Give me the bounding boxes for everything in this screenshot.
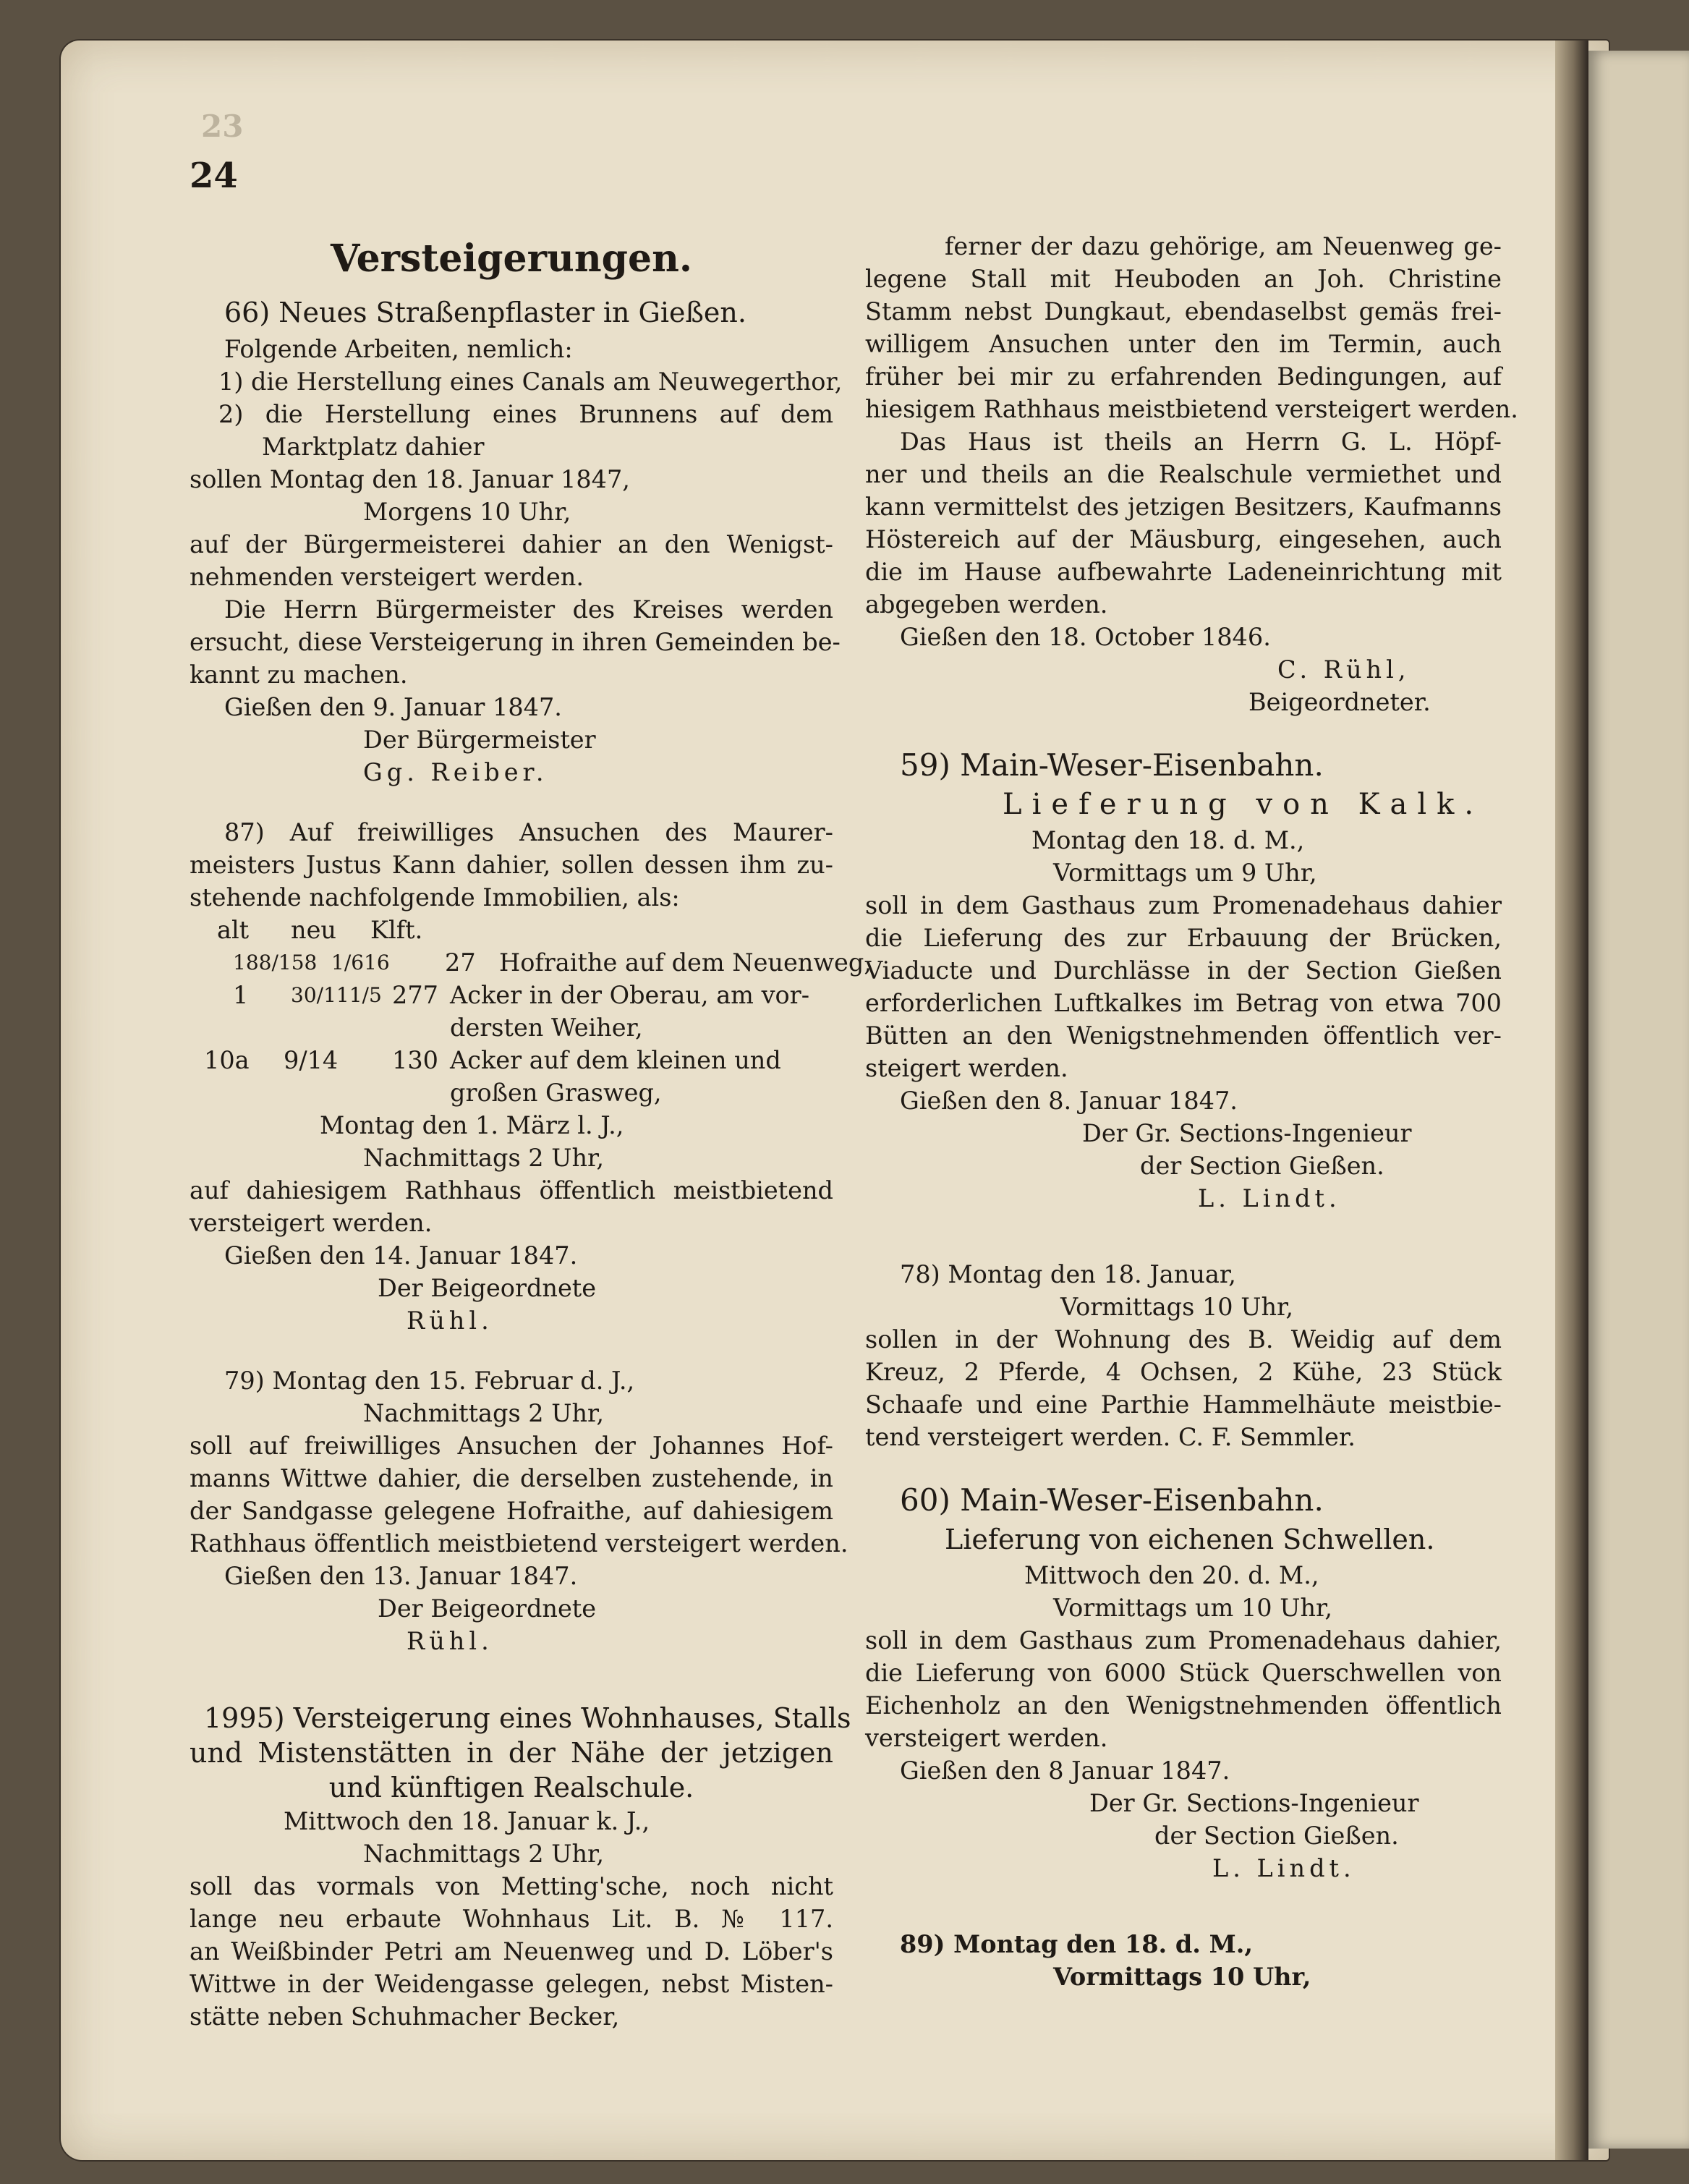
text-line: Wittwe in der Weidengasse gelegen, nebst Misten- [190, 1970, 833, 1998]
text-line: Morgens 10 Uhr, [363, 498, 571, 526]
text-line: Bütten an den Wenigstnehmenden öffentlich ver- [865, 1021, 1502, 1050]
text-line: die im Hause aufbewahrte Ladeneinrichtung mit [865, 558, 1502, 586]
cell-neu: 30/111/5 [291, 983, 382, 1007]
notice-78 [865, 1258, 1502, 1453]
date-line: Gießen den 8. Januar 1847. [900, 1087, 1238, 1115]
text-line: Folgende Arbeiten, nemlich: [224, 335, 573, 363]
text-line: kann vermittelst des jetzigen Besitzers, Kaufmanns [865, 493, 1502, 521]
text-line: 89) Montag den 18. d. M., [900, 1930, 1254, 1958]
text-line: versteigert werden. [190, 1209, 433, 1237]
text-line: soll auf freiwilliges Ansuchen der Johannes Hof- [190, 1432, 833, 1460]
notice-heading: 1995) Versteigerung eines Wohnhauses, Stalls [204, 1702, 851, 1734]
cell-neu: 1/616 [331, 951, 390, 974]
section-title: Versteigerungen. [331, 237, 692, 281]
cell-klft: 27 [445, 948, 476, 977]
text-line: Rathhaus öffentlich meistbietend versteigert werden. [190, 1529, 848, 1558]
text-line: Marktplatz dahier [262, 433, 485, 461]
text-line: abgegeben werden. [865, 590, 1108, 619]
signature-title: Der Gr. Sections-Ingenieur [1089, 1789, 1419, 1817]
page-number: 24 [190, 156, 238, 196]
text-line: ner und theils an die Realschule vermiethet und [865, 460, 1502, 488]
text-line: früher bei mir zu erfahrenden Bedingungen, auf [865, 362, 1502, 391]
text-line: Vormittags 10 Uhr, [1053, 1963, 1311, 1991]
text-line: manns Wittwe dahier, die derselben zustehende, in [190, 1464, 833, 1492]
text-line: Schaafe und eine Parthie Hammelhäute meistbie- [865, 1390, 1502, 1419]
notice-heading: 60) Main-Weser-Eisenbahn. [900, 1482, 1324, 1518]
cell-desc: Acker in der Oberau, am vor- [450, 981, 810, 1009]
text-line: sollen Montag den 18. Januar 1847, [190, 465, 630, 493]
date-line: Gießen den 8 Januar 1847. [900, 1756, 1230, 1785]
signature-title: Der Gr. Sections-Ingenieur [1082, 1119, 1412, 1147]
text-line: Stamm nebst Dungkaut, ebendaselbst gemäs frei- [865, 297, 1502, 326]
signature-title: Beigeordneter. [1248, 688, 1431, 716]
right-column [865, 230, 1518, 1993]
cell-alt: 10a [204, 1046, 250, 1074]
cell-neu: 9/14 [284, 1046, 339, 1074]
text-line: legene Stall mit Heuboden an Joh. Christine [865, 265, 1502, 293]
text-line: Montag den 1. März l. J., [320, 1111, 624, 1139]
property-table-row-cont [190, 1011, 833, 1044]
signature-name: Gg. Reiber. [363, 758, 548, 786]
text-line: Vormittags 10 Uhr, [1060, 1293, 1294, 1321]
notice-heading: und Mistenstätten in der Nähe der jetzigen [190, 1737, 833, 1769]
property-table-row [190, 946, 872, 979]
notice-1995 [190, 1701, 851, 2033]
text-line: Das Haus ist theils an Herrn G. L. Höpf- [900, 428, 1502, 456]
text-line: hiesigem Rathhaus meistbietend versteigert werden. [865, 395, 1518, 423]
text-line: auf der Bürgermeisterei dahier an den Wenigst- [190, 530, 833, 558]
text-line: 87) Auf freiwilliges Ansuchen des Maurer- [224, 818, 833, 846]
book-gutter [1555, 41, 1588, 2160]
notice-heading: und künftigen Realschule. [328, 1772, 694, 1803]
text-line: sollen in der Wohnung des B. Weidig auf dem [865, 1325, 1502, 1354]
text-line: Nachmittags 2 Uhr, [363, 1144, 605, 1172]
text-line: Eichenholz an den Wenigstnehmenden öffentlich [865, 1691, 1502, 1720]
text-line: ersucht, diese Versteigerung in ihren Gemeinden be- [190, 628, 841, 656]
signature-name: L. Lindt. [1212, 1854, 1356, 1882]
signature-name: L. Lindt. [1198, 1184, 1341, 1212]
text-line: kannt zu machen. [190, 660, 408, 689]
text-line: Viaducte und Durchlässe in der Section Gießen [865, 956, 1502, 985]
text-line: tend versteigert werden. C. F. Semmler. [865, 1423, 1356, 1451]
column-header-neu: neu [291, 916, 336, 944]
text-line: steigert werden. [865, 1054, 1068, 1082]
text-line: stehende nachfolgende Immobilien, als: [190, 883, 680, 912]
adjacent-page-edge [1588, 51, 1689, 2149]
signature-title: Der Beigeordnete [378, 1594, 597, 1623]
text-line: soll in dem Gasthaus zum Promenadehaus dahier, [865, 1626, 1502, 1654]
property-table-row [190, 979, 833, 1011]
date-line: Gießen den 14. Januar 1847. [224, 1241, 578, 1270]
text-line: ferner der dazu gehörige, am Neuenweg ge- [945, 232, 1502, 260]
date-line: Gießen den 18. October 1846. [900, 623, 1271, 651]
text-line: auf dahiesigem Rathhaus öffentlich meistbietend [190, 1176, 833, 1204]
notice-subheading: Lieferung von Kalk. [1003, 788, 1484, 821]
cell-alt: 188/158 [233, 951, 318, 974]
text-line: die Lieferung des zur Erbauung der Brücken, [865, 924, 1502, 952]
signature-name: Rühl. [407, 1627, 493, 1655]
signature-title: der Section Gießen. [1154, 1822, 1399, 1850]
text-line: Montag den 18. d. M., [1031, 826, 1305, 854]
notice-1995-continued [865, 230, 1518, 718]
text-line: soll in dem Gasthaus zum Promenadehaus dahier [865, 891, 1502, 919]
text-line: soll das vormals von Metting'sche, noch nicht [190, 1872, 833, 1900]
notice-subheading: Lieferung von eichenen Schwellen. [945, 1524, 1435, 1555]
cell-klft: 277 [392, 981, 438, 1009]
notice-79 [190, 1364, 848, 1657]
column-header-alt: alt [217, 916, 250, 944]
text-line: 1) die Herstellung eines Canals am Neuwegerthor, [218, 367, 843, 396]
signature-title: der Section Gießen. [1140, 1152, 1384, 1180]
notice-66 [190, 292, 843, 789]
cell-desc-cont: großen Grasweg, [450, 1079, 662, 1107]
notice-heading: 66) Neues Straßenpflaster in Gießen. [224, 297, 746, 328]
text-line: Mittwoch den 20. d. M., [1024, 1561, 1319, 1589]
text-line: willigem Ansuchen unter den im Termin, auch [865, 330, 1502, 358]
left-column [190, 230, 872, 2033]
text-line: versteigert werden. [865, 1724, 1108, 1752]
text-line: der Sandgasse gelegene Hofraithe, auf dahiesigem [190, 1497, 833, 1525]
cell-alt: 1 [233, 981, 249, 1009]
notice-89 [865, 1928, 1502, 1993]
text-line: Kreuz, 2 Pferde, 4 Ochsen, 2 Kühe, 23 Stück [865, 1358, 1502, 1386]
notice-87 [190, 816, 872, 1337]
notice-heading: 59) Main-Weser-Eisenbahn. [900, 747, 1324, 783]
text-line: nehmenden versteigert werden. [190, 563, 584, 591]
text-line: Vormittags um 10 Uhr, [1053, 1594, 1333, 1622]
signature-name: Rühl. [407, 1306, 493, 1335]
property-table-header [190, 914, 833, 946]
text-line: Nachmittags 2 Uhr, [363, 1840, 605, 1868]
text-line: Nachmittags 2 Uhr, [363, 1399, 605, 1427]
text-line: Mittwoch den 18. Januar k. J., [284, 1807, 650, 1835]
cell-desc-cont: dersten Weiher, [450, 1014, 643, 1042]
signature-title: Der Beigeordnete [378, 1274, 597, 1302]
text-line: stätte neben Schuhmacher Becker, [190, 2002, 620, 2031]
text-line: 78) Montag den 18. Januar, [900, 1260, 1236, 1288]
text-line: 2) die Herstellung eines Brunnens auf dem [218, 400, 833, 428]
text-line: an Weißbinder Petri am Neuenweg und D. Löber's [190, 1937, 833, 1966]
cell-desc: Acker auf dem kleinen und [450, 1046, 781, 1074]
text-line: die Lieferung von 6000 Stück Querschwellen von [865, 1659, 1502, 1687]
text-line: Höstereich auf der Mäusburg, eingesehen, auch [865, 525, 1502, 553]
notice-60 [865, 1481, 1502, 1885]
signature-title: Der Bürgermeister [363, 726, 596, 754]
text-line: Vormittags um 9 Uhr, [1053, 859, 1317, 887]
notice-59 [865, 746, 1502, 1215]
text-line: erforderlichen Luftkalkes im Betrag von etwa 700 [865, 989, 1502, 1017]
signature-name: C. Rühl, [1277, 655, 1411, 684]
property-table-row-cont [190, 1076, 833, 1109]
text-line: Die Herrn Bürgermeister des Kreises werden [224, 595, 833, 624]
cell-klft: 130 [392, 1046, 438, 1074]
date-line: Gießen den 13. Januar 1847. [224, 1562, 578, 1590]
text-line: meisters Justus Kann dahier, sollen dessen ihm zu- [190, 851, 833, 879]
bleed-through-page-number: 23 [201, 109, 244, 144]
column-header-klft: Klft. [370, 916, 423, 944]
cell-desc: Hofraithe auf dem Neuenweg, [499, 948, 872, 977]
date-line: Gießen den 9. Januar 1847. [224, 693, 562, 721]
text-line: 79) Montag den 15. Februar d. J., [224, 1367, 635, 1395]
text-line: lange neu erbaute Wohnhaus Lit. B. № 117. [190, 1905, 833, 1933]
property-table-row [190, 1044, 833, 1076]
